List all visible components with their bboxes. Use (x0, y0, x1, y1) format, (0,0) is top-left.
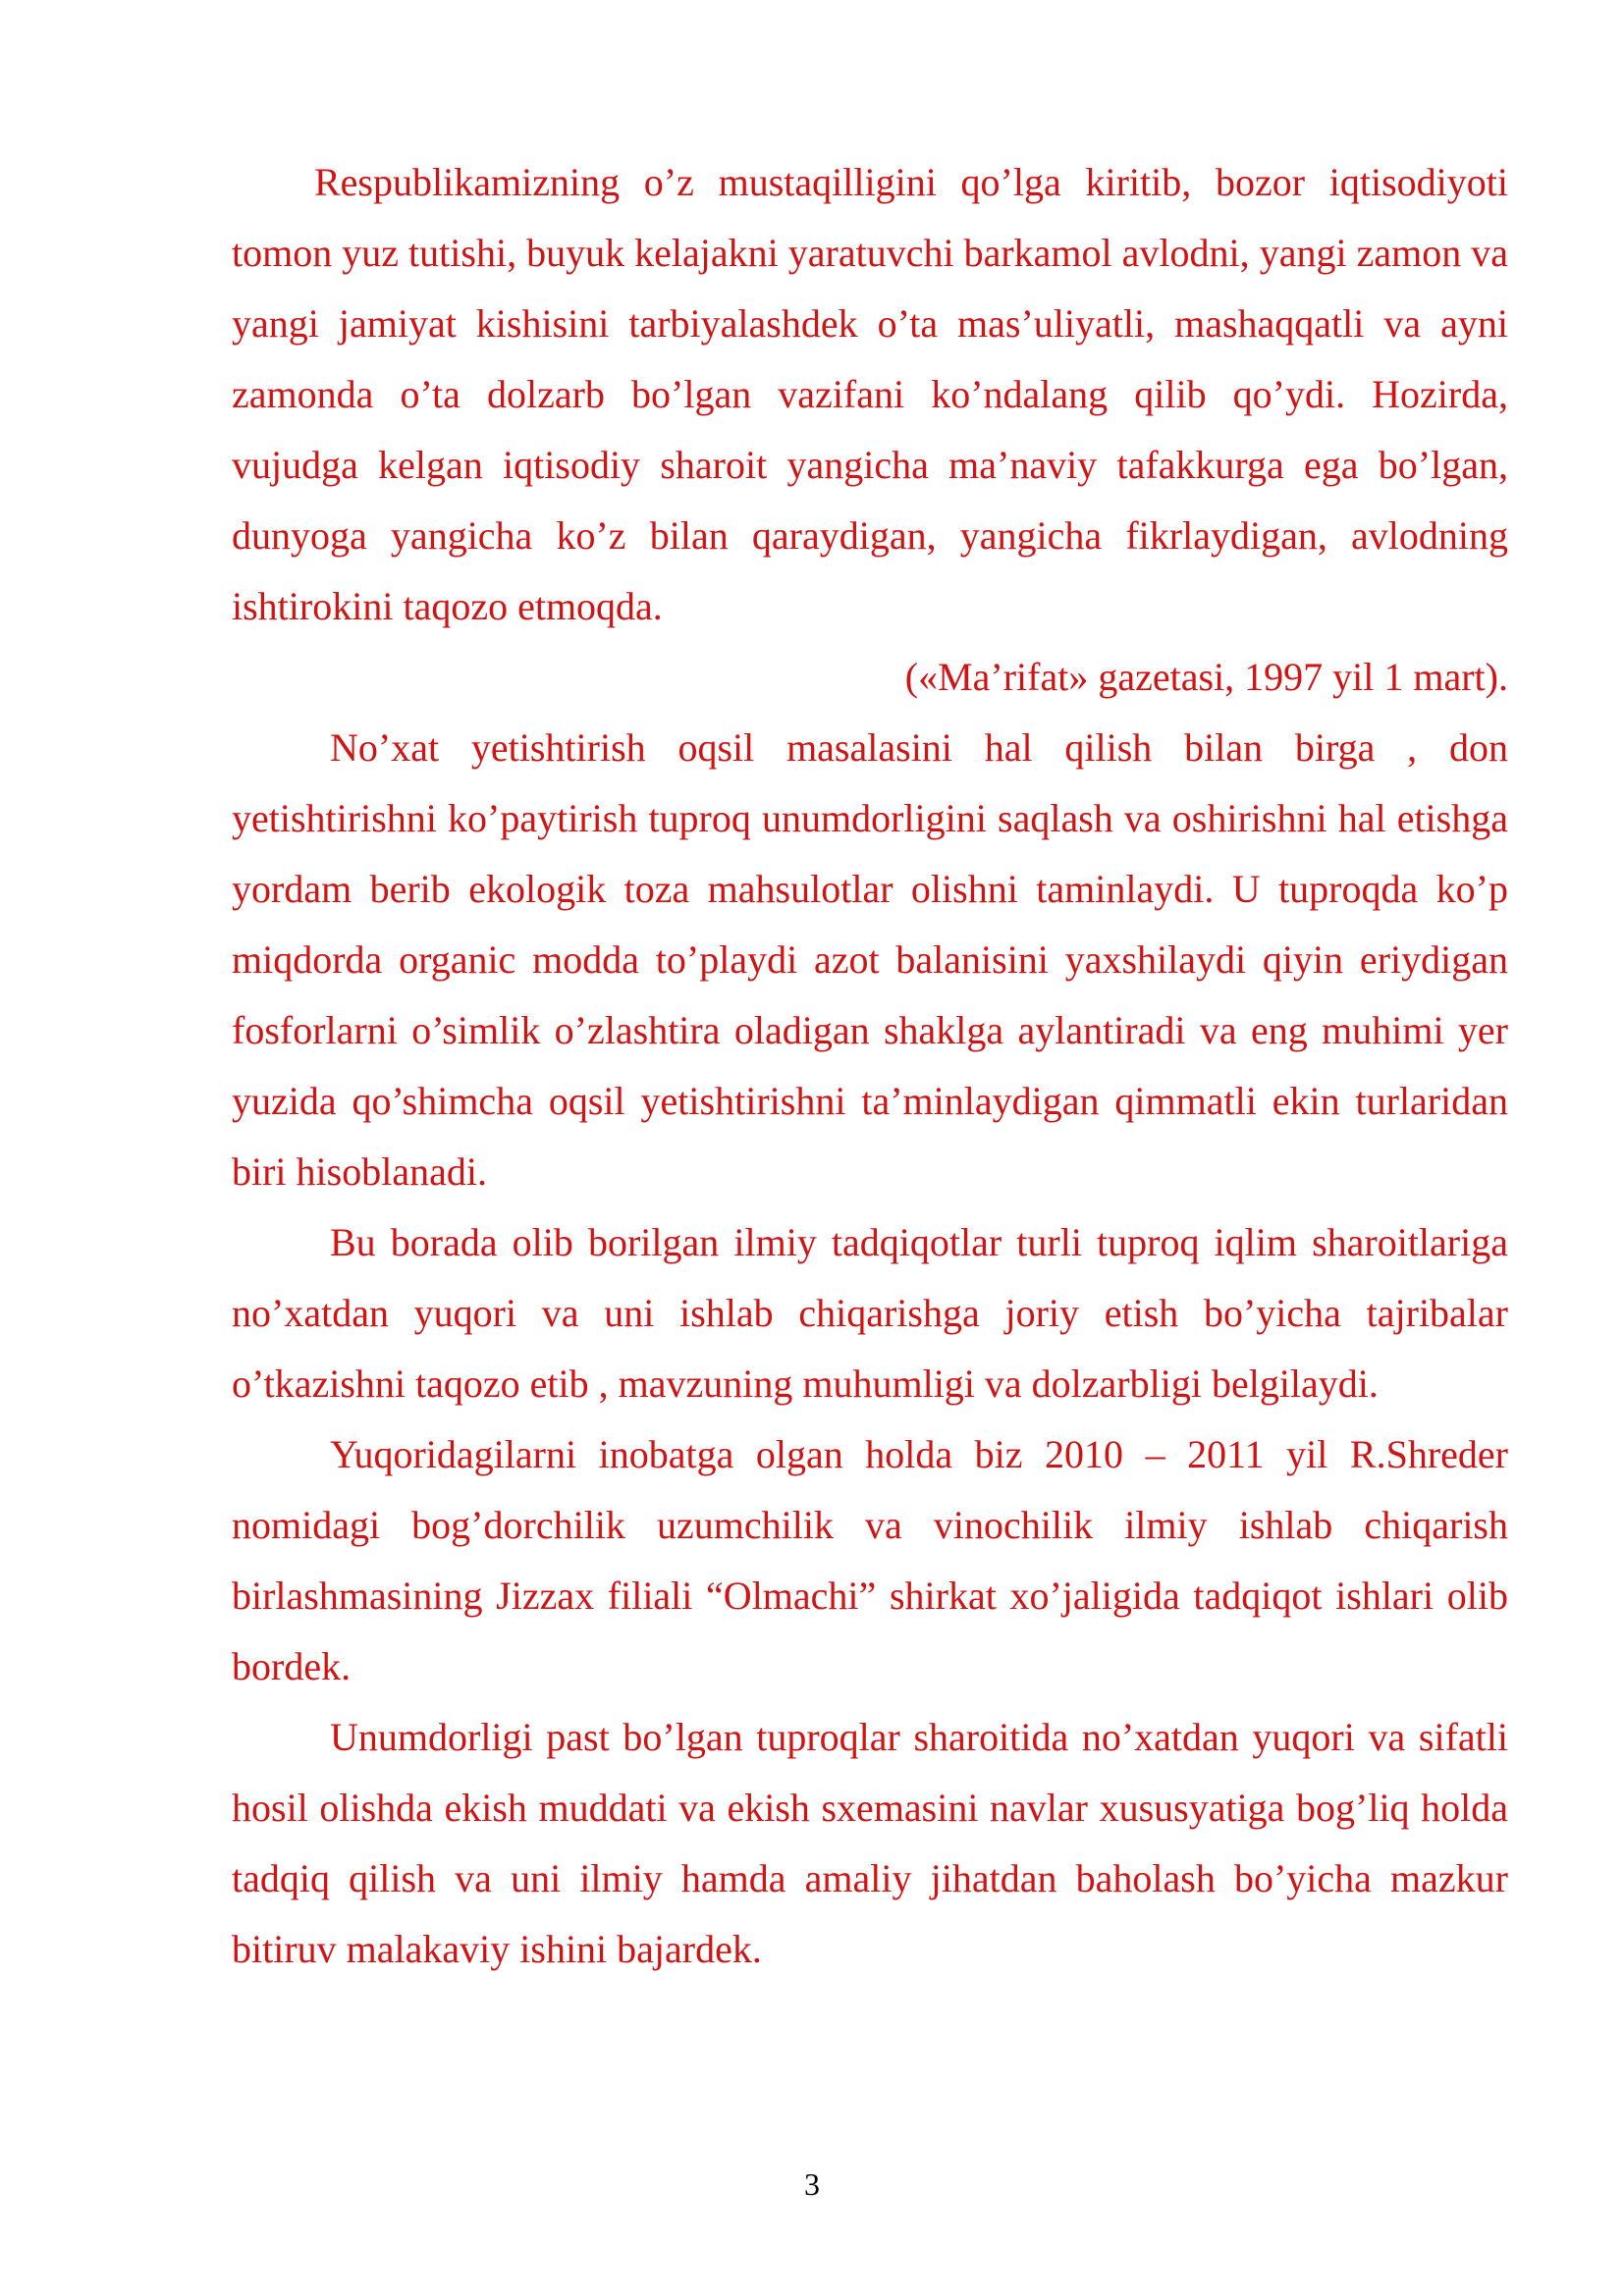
paragraph-location: Yuqoridagilarni inobatga olgan holda biz 2010 – 2011 yil R.Shreder nomidagi bog’dorchilik uzumchilik va vinochilik ilmiy ishlab chiqarish birlashmasining Jizzax filiali “Olmachi” shirkat xo’jaligida tadqiqot ishlari olib bordek. (232, 1432, 1508, 1688)
paragraph-research: Bu borada olib borilgan ilmiy tadqiqotlar turli tuproq iqlim sharoitlariga no’xatdan yuqori va uni ishlab chiqarishga joriy etish bo’yicha tajribalar o’tkazishni taqozo etib , mavzuning muhumligi va dolzarbligi belgilaydi. (232, 1220, 1508, 1406)
page-number: 3 (804, 2166, 820, 2202)
document-body (232, 147, 1508, 1985)
paragraph-goal: Unumdorligi past bo’lgan tuproqlar sharoitida no’xatdan yuqori va sifatli hosil olishda ekish muddati va ekish sxemasini navlar xususyatiga bog’liq holda tadqiq qilish va uni ilmiy hamda amaliy jihatdan baholash bo’yicha mazkur bitiruv malakaviy ishini bajardek. (232, 1715, 1508, 1971)
paragraph-intro: Respublikamizning o’z mustaqilligini qo’lga kiritib, bozor iqtisodiyoti tomon yuz tutishi, buyuk kelajakni yaratuvchi barkamol avlodni, yangi zamon va yangi jamiyat kishisini tarbiyalashdek o’ta mas’uliyatli, mashaqqatli va ayni zamonda o’ta dolzarb bo’lgan vazifani ko’ndalang qilib qo’ydi. Hozirda, vujudga kelgan iqtisodiy sharoit yangicha ma’naviy tafakkurga ega bo’lgan, dunyoga yangicha ko’z bilan qaraydigan, yangicha fikrlaydigan, avlodning ishtirokini taqozo etmoqda. (232, 160, 1508, 628)
paragraph-chickpea: No’xat yetishtirish oqsil masalasini hal qilish bilan birga , don yetishtirishni ko’paytirish tuproq unumdorligini saqlash va oshirishni hal etishga yordam berib ekologik toza mahsulotlar olishni taminlaydi. U tuproqda ko’p miqdorda organic modda to’playdi azot balanisini yaxshilaydi qiyin eriydigan fosforlarni o’simlik o’zlashtira oladigan shaklga aylantiradi va eng muhimi yer yuzida qo’shimcha oqsil yetishtirishni ta’minlaydigan qimmatli ekin turlaridan biri hisoblanadi. (232, 725, 1508, 1194)
citation: («Ma’rifat» gazetasi, 1997 yil 1 mart). (904, 655, 1508, 699)
